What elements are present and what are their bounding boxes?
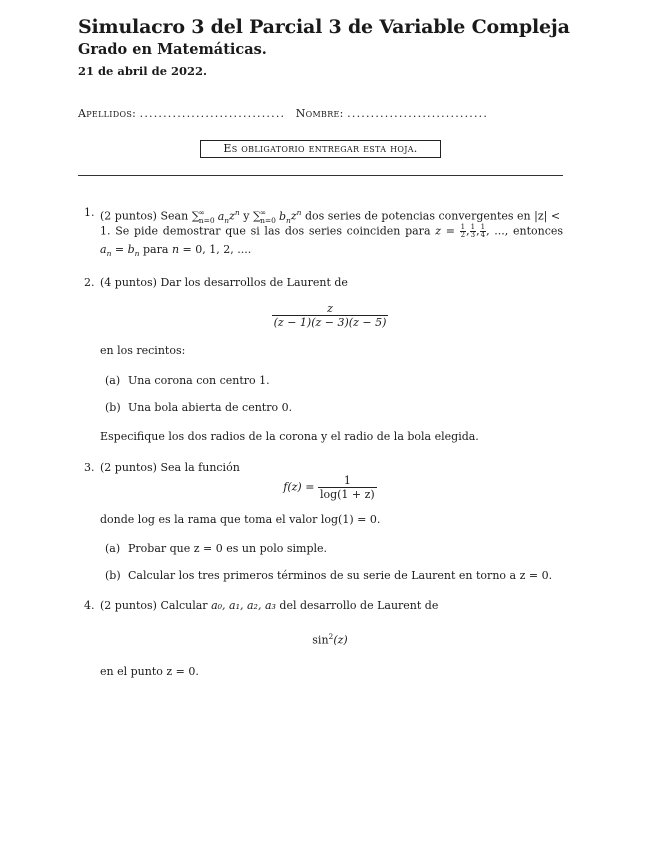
third-num: 1 <box>470 223 476 231</box>
mandatory-notice: Es obligatorio entregar esta hoja. <box>200 140 441 158</box>
problem-4-closing: en el punto z = 0. <box>100 665 199 678</box>
problem-4-number: 4. <box>84 599 95 612</box>
problem-2-a-label: (a) <box>105 374 121 387</box>
sin-argument: (z) <box>333 633 348 647</box>
apellidos-label: Apellidos: <box>78 107 137 120</box>
sum-lower: n=0 <box>198 215 215 225</box>
header-divider <box>78 175 563 176</box>
n-values: = 0, 1, 2, .... <box>182 243 252 256</box>
problem-1-number: 1. <box>84 206 95 219</box>
problem-3-a-text: Probar que z = 0 es un polo simple. <box>128 542 328 555</box>
exam-date: 21 de abril de 2022. <box>78 64 208 78</box>
var-z-3: z <box>435 224 442 238</box>
quarter-den: 4 <box>480 231 486 239</box>
half-num: 1 <box>460 223 466 231</box>
problem-4-coeffs: a₀, a₁, a₂, a₃ <box>211 599 276 612</box>
problem-3-b-text: Calcular los tres primeros términos de su serie de Laurent en torno a z = 0. <box>128 569 553 582</box>
problem-2-intro: Dar los desarrollos de Laurent de <box>160 276 348 289</box>
a-n: a <box>100 243 107 256</box>
problem-1-line-3 <box>100 243 251 261</box>
problem-1-line-2: 1. Se pide demostrar que si las dos series coinciden para z = $\frac{1}{2}$ , $\frac{1}{3}$ , $\frac{1}{4}$ , ..., entonces <box>100 223 564 239</box>
term-a: a <box>217 209 225 223</box>
half-den: 2 <box>460 231 466 239</box>
problem-2-recintos: en los recintos: <box>100 344 186 357</box>
problem-2-points: (4 puntos) <box>100 276 157 289</box>
p2-numerator: z <box>272 302 389 316</box>
sum-upper-2: ∞ <box>259 208 267 217</box>
problem-1-text-b: dos series de potencias convergentes en |z| < <box>304 209 561 223</box>
sin-function: sin <box>312 633 329 647</box>
problem-3-where: donde log es la rama que toma el valor log(1) = 0. <box>100 513 381 526</box>
p3-numerator: 1 <box>318 474 377 488</box>
exam-title: Simulacro 3 del Parcial 3 de Variable Compleja <box>78 16 570 38</box>
var-z: z <box>229 209 235 223</box>
problem-3-b-label: (b) <box>105 569 121 582</box>
problem-1-text: Sean <box>160 209 189 223</box>
problem-2-b-text: Una bola abierta de centro 0. <box>128 401 293 414</box>
equals: = <box>445 224 455 238</box>
term-b-index: n <box>286 215 291 225</box>
para-word: para <box>143 243 169 256</box>
term-b: b <box>278 209 286 223</box>
problem-2-closing: Especifique los dos radios de la corona y el radio de la bola elegida. <box>100 430 479 443</box>
nombre-label: Nombre: <box>295 107 344 120</box>
nombre-blank[interactable]: .............................. <box>347 107 489 120</box>
problem-2-fraction <box>230 302 430 329</box>
p3-denominator: log(1 + z) <box>319 488 375 501</box>
problem-2-number: 2. <box>84 276 95 289</box>
term-a-index: n <box>224 215 230 225</box>
problem-4-intro-line <box>100 599 438 613</box>
quarter-num: 1 <box>480 223 486 231</box>
problem-2-b-label: (b) <box>105 401 121 414</box>
a-n-index: n <box>106 249 112 259</box>
problem-3-number: 3. <box>84 461 95 474</box>
sum-symbol-2: ∑ <box>252 209 261 223</box>
sum-upper: ∞ <box>198 208 205 217</box>
var-n: n <box>171 243 180 256</box>
third-den: 3 <box>470 231 476 239</box>
problem-4-intro-a: Calcular <box>160 599 208 612</box>
name-fields <box>78 107 563 120</box>
sum-symbol: ∑ <box>191 209 200 223</box>
problem-3-a-label: (a) <box>105 542 121 555</box>
p3-lhs: f(z) = <box>283 480 315 494</box>
b-n: = b <box>114 243 135 256</box>
apellidos-blank[interactable]: ............................... <box>139 107 286 120</box>
problem-4-expression <box>280 632 380 647</box>
conj: y <box>243 209 250 223</box>
problem-4-intro-b: del desarrollo de Laurent de <box>279 599 439 612</box>
problem-3-points: (2 puntos) <box>100 461 157 474</box>
problem-4-points: (2 puntos) <box>100 599 157 612</box>
problem-1-text-d: , ..., entonces <box>486 224 564 238</box>
exp-n-2: n <box>296 208 302 217</box>
sum-lower-2: n=0 <box>260 215 276 225</box>
var-z-2: z <box>290 209 297 223</box>
b-n-index: n <box>134 249 140 259</box>
problem-3-formula <box>270 474 390 501</box>
problem-1-points: (2 puntos) <box>100 209 157 223</box>
problem-3-intro: Sea la función <box>160 461 240 474</box>
problem-1-text-c: 1. Se pide demostrar que si las dos series coinciden para <box>100 224 431 238</box>
fraction-third <box>470 224 476 239</box>
problem-3-intro-line <box>100 461 240 475</box>
fraction-half <box>460 224 466 239</box>
p2-denominator: (z − 1)(z − 3)(z − 5) <box>273 316 387 329</box>
degree-subtitle: Grado en Matemáticas. <box>78 41 267 58</box>
problem-2-intro-line <box>100 276 348 290</box>
problem-2-a-text: Una corona con centro 1. <box>128 374 270 387</box>
sin-exponent: 2 <box>328 632 334 641</box>
exp-n: n <box>234 208 240 217</box>
